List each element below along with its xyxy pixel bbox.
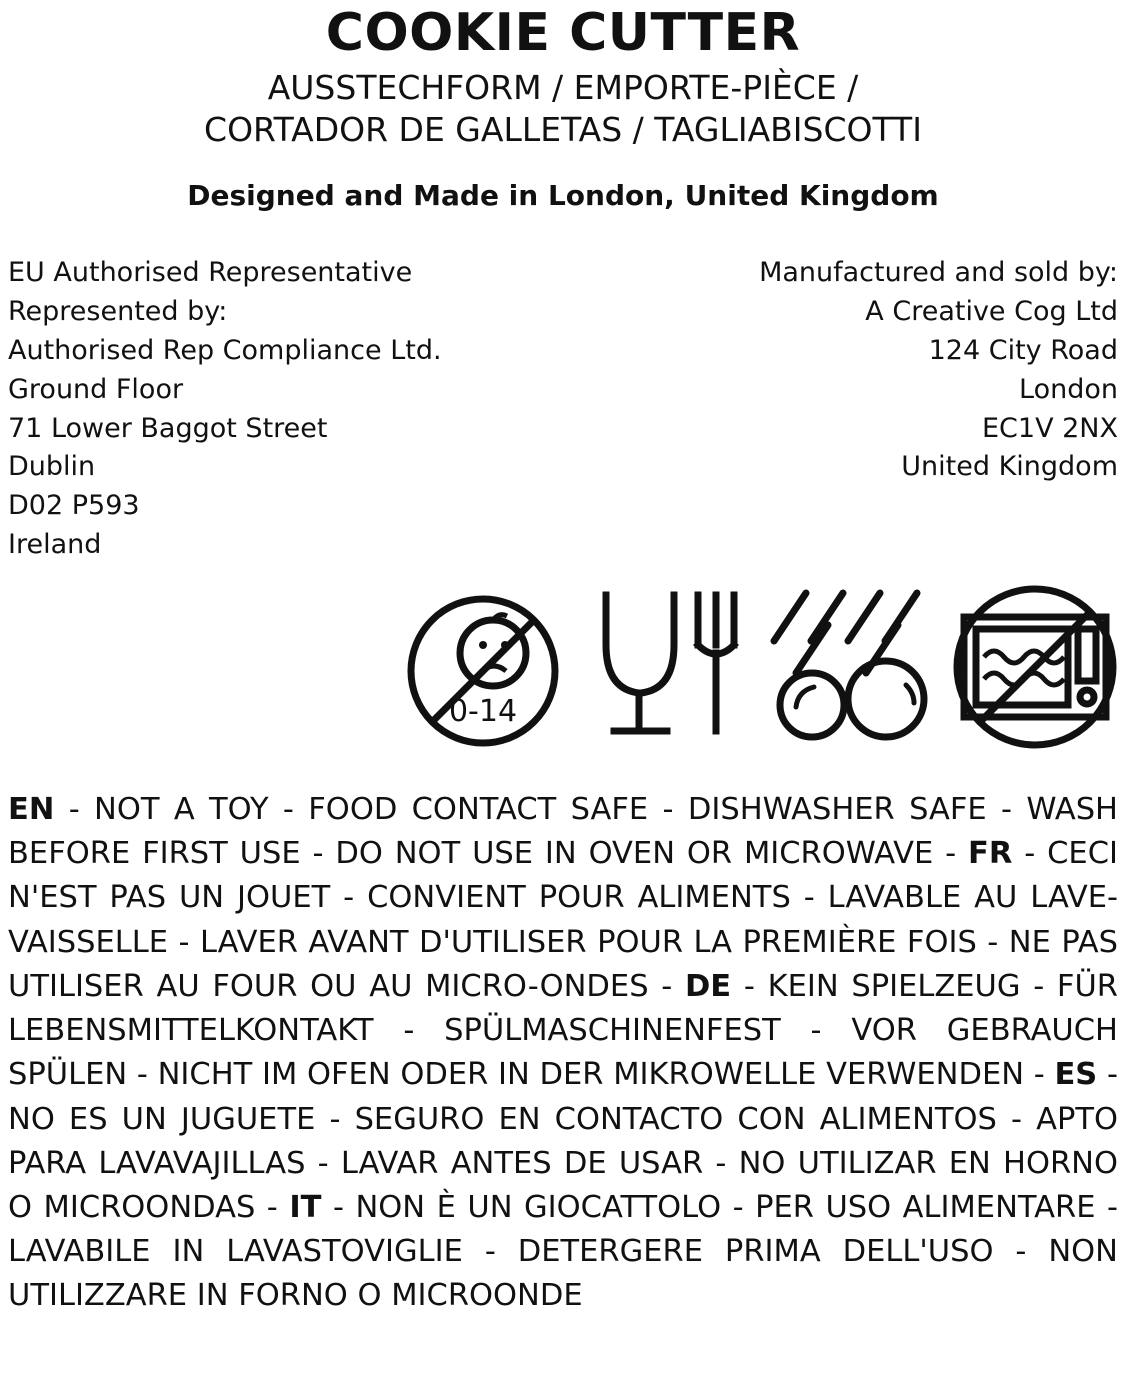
care-text-es: - NO ES UN JUGUETE - SEGURO EN CONTACTO CON ALIMENTOS - APTO PARA LAVAVAJILLAS - LAVAR ANTES DE USAR - NO UTILIZAR EN HORNO O MICROONDAS - — [8, 1057, 1119, 1225]
manufacturer-address — [607, 254, 1118, 565]
address-line: Ground Floor — [8, 373, 184, 405]
made-in-statement: Designed and Made in London, United Kingdom — [187, 179, 939, 213]
address-line: 124 City Road — [928, 334, 1118, 366]
label-page — [0, 3, 1126, 1398]
lang-tag-de: DE — [684, 968, 732, 1004]
address-line: D02 P593 — [8, 490, 140, 522]
lang-tag-fr: FR — [968, 836, 1013, 872]
care-instructions-paragraph — [8, 788, 1118, 1319]
address-line: Represented by: — [8, 295, 228, 327]
not-microwave-safe-icon — [950, 581, 1120, 761]
address-line: EU Authorised Representative — [8, 257, 413, 289]
address-line: London — [1019, 373, 1118, 405]
page-title: COOKIE CUTTER — [325, 3, 801, 63]
address-line: Dublin — [8, 451, 96, 483]
food-contact-safe-glass-and-fork-icon — [582, 581, 752, 761]
care-text-fr: - CECI N'EST PAS UN JOUET - CONVIENT POUR ALIMENTS - LAVABLE AU LAVE-VAISSELLE - LAVER AVANT D'UTILISER POUR LA PREMIÈRE FOIS - NE PAS UTILISER AU FOUR OU AU MICRO-ONDES - — [8, 836, 1118, 1004]
lang-tag-es: ES — [1054, 1057, 1098, 1093]
dishwasher-safe-icon — [766, 581, 936, 761]
care-text-it: - NON È UN GIOCATTOLO - PER USO ALIMENTARE - LAVABILE IN LAVASTOVIGLIE - DETERGERE PRIMA DELL'USO - NON UTILIZZARE IN FORNO O MICROONDE — [8, 1189, 1118, 1314]
eu-authorised-representative-address — [8, 254, 585, 565]
address-line: Ireland — [8, 529, 102, 561]
address-line: A Creative Cog Ltd — [865, 295, 1118, 327]
lang-tag-en: EN — [8, 792, 55, 827]
address-line: EC1V 2NX — [981, 412, 1118, 444]
address-block — [8, 254, 1118, 565]
address-line: 71 Lower Baggot Street — [8, 412, 328, 444]
lang-tag-it: IT — [289, 1189, 322, 1225]
address-line: Manufactured and sold by: — [759, 257, 1118, 289]
page-subtitle — [8, 67, 1118, 151]
subtitle-line-1: AUSSTECHFORM / EMPORTE-PIÈCE / — [267, 67, 859, 107]
age-range-label: 0-14 — [448, 694, 518, 729]
care-text-de: - KEIN SPIELZEUG - FÜR LEBENSMITTELKONTAKT - SPÜLMASCHINENFEST - VOR GEBRAUCH SPÜLEN - NICHT IM OFEN ODER IN DER MIKROWELLE VERWENDEN - — [8, 968, 1118, 1093]
address-line: United Kingdom — [901, 451, 1118, 483]
subtitle-line-2: CORTADOR DE GALLETAS / TAGLIABISCOTTI — [204, 109, 922, 149]
not-for-children-under-14-icon — [398, 581, 568, 761]
address-line: Authorised Rep Compliance Ltd. — [8, 334, 442, 366]
care-text-en: - NOT A TOY - FOOD CONTACT SAFE - DISHWASHER SAFE - WASH BEFORE FIRST USE - DO NOT USE IN OVEN OR MICROWAVE - — [8, 792, 1118, 872]
care-symbols-row — [0, 581, 1126, 761]
